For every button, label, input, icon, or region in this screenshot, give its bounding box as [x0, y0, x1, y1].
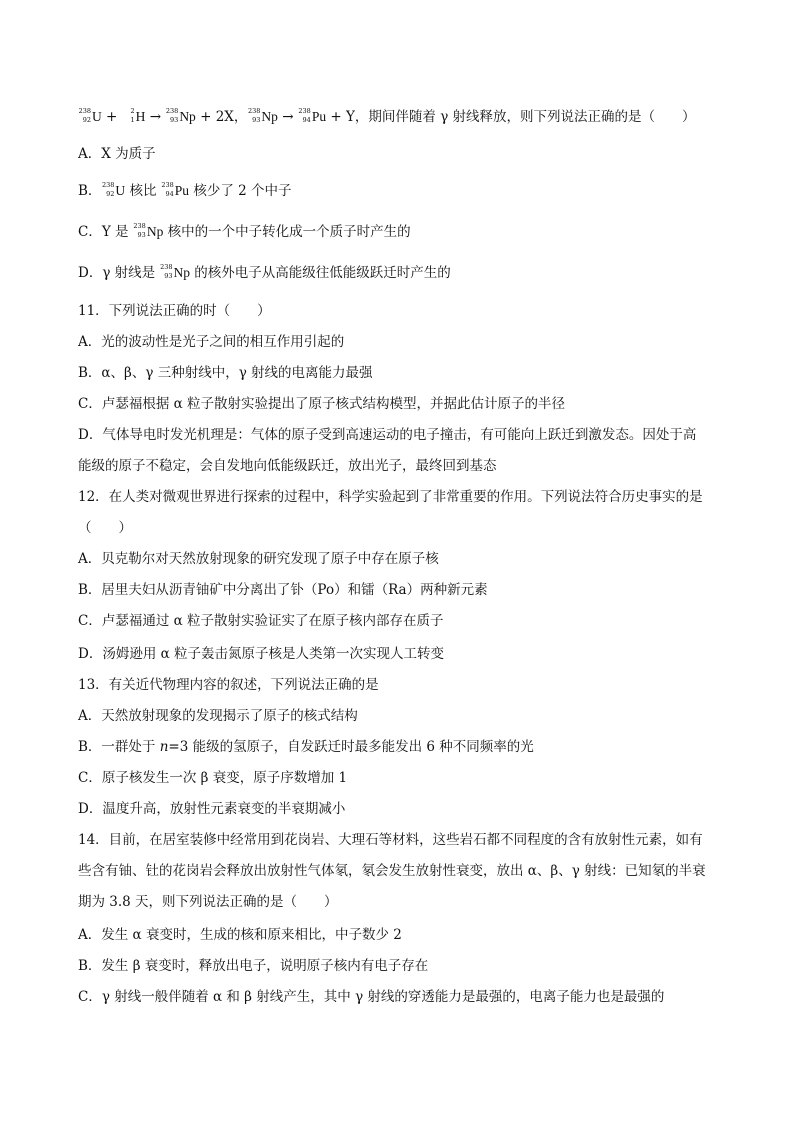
q12-stem-line1: 12．在人类对微观世界进行探索的过程中，科学实验起到了非常重要的作用。下列说法符合历史事实的是	[78, 489, 703, 505]
q13-option-b: B．一群处于 n=3 能级的氢原子，自发跃迁时最多能发出 6 种不同频率的光	[78, 739, 534, 755]
nuclide-h2: 2 1	[130, 107, 135, 124]
q14-option-c: C．γ 射线一般伴随着 α 和 β 射线产生，其中 γ 射线的穿透能力是最强的，电离子能力也是最强的	[78, 989, 665, 1005]
q11-option-a: A．光的波动性是光子之间的相互作用引起的	[78, 334, 345, 350]
q11-option-b: B．α、β、γ 三种射线中，γ 射线的电离能力最强	[78, 365, 373, 381]
q13-option-a: A．天然放射现象的发现揭示了原子的核式结构	[78, 708, 358, 724]
q14-option-a: A．发生 α 衰变时，生成的核和原来相比，中子数少 2	[78, 927, 402, 943]
q12-option-b: B．居里夫妇从沥青铀矿中分离出了钋（Po）和镭（Ra）两种新元素	[78, 582, 488, 598]
q13-option-c: C．原子核发生一次 β 衰变，原子序数增加 1	[78, 770, 348, 786]
q10-option-d: D．γ 射线是 238 93 Np 的核外电子从高能级往低能级跃迁时产生的	[78, 263, 451, 281]
nuclide-u238: 238 92	[102, 181, 115, 198]
q12-stem-line2: （ ）	[78, 520, 132, 536]
q13-option-d: D．温度升高，放射性元素衰变的半衰期减小	[78, 801, 346, 817]
nuclide-np238: 238 93	[165, 107, 179, 124]
q14-option-b: B．发生 β 衰变时，释放出电子，说明原子核内有电子存在	[78, 958, 429, 974]
q10-option-a: A．X 为质子	[78, 146, 156, 162]
q11-option-d-line1: D．气体导电时发光机理是：气体的原子受到高速运动的电子撞击，有可能向上跃迁到激发态。因处于高	[78, 427, 697, 443]
nuclide-np238-b: 238 93	[248, 107, 261, 124]
q13-stem: 13．有关近代物理内容的叙述，下列说法正确的是	[78, 677, 379, 693]
q14-stem-line1: 14．目前，在居室装修中经常用到花岗岩、大理石等材料，这些岩石都不同程度的含有放射性元素，如有	[78, 832, 703, 848]
q12-option-d: D．汤姆逊用 α 粒子轰击氮原子核是人类第一次实现人工转变	[78, 646, 445, 662]
q11-stem: 11．下列说法正确的时（ ）	[78, 303, 271, 319]
q10-equation-line: 238 92 U + 2 1 H → 238 93 Np + 2X， 238 93 Np → 238 94 Pu + Y，期间伴随着 γ 射线释放，则下列说法正确的是（ ）	[78, 107, 696, 125]
nuclide-np238: 238 93	[160, 263, 173, 280]
q12-option-c: C．卢瑟福通过 α 粒子散射实验证实了在原子核内部存在质子	[78, 613, 444, 629]
q11-option-d-line2: 能级的原子不稳定，会自发地向低能级跃迁，放出光子，最终回到基态	[78, 458, 497, 474]
nuclide-pu238: 238 94	[298, 107, 311, 124]
nuclide-np238: 238 93	[133, 222, 146, 239]
q10-option-b: B． 238 92 U 核比 238 94 Pu 核少了 2 个中子	[78, 181, 292, 199]
q14-stem-line2: 些含有铀、钍的花岗岩会释放出放射性气体氡，氡会发生放射性衰变，放出 α、β、γ 射线：已知氡的半衰	[78, 863, 706, 879]
q12-option-a: A．贝克勒尔对天然放射现象的研究发现了原子中存在原子核	[78, 551, 439, 567]
nuclide-u238: 238 92	[78, 107, 91, 124]
q10-option-c: C．Y 是 238 93 Np 核中的一个中子转化成一个质子时产生的	[78, 222, 411, 240]
q14-stem-line3: 期为 3.8 天，则下列说法正确的是（ ）	[78, 894, 338, 910]
q11-option-c: C．卢瑟福根据 α 粒子散射实验提出了原子核式结构模型，并据此估计原子的半径	[78, 396, 566, 412]
nuclide-pu238: 238 94	[161, 181, 174, 198]
